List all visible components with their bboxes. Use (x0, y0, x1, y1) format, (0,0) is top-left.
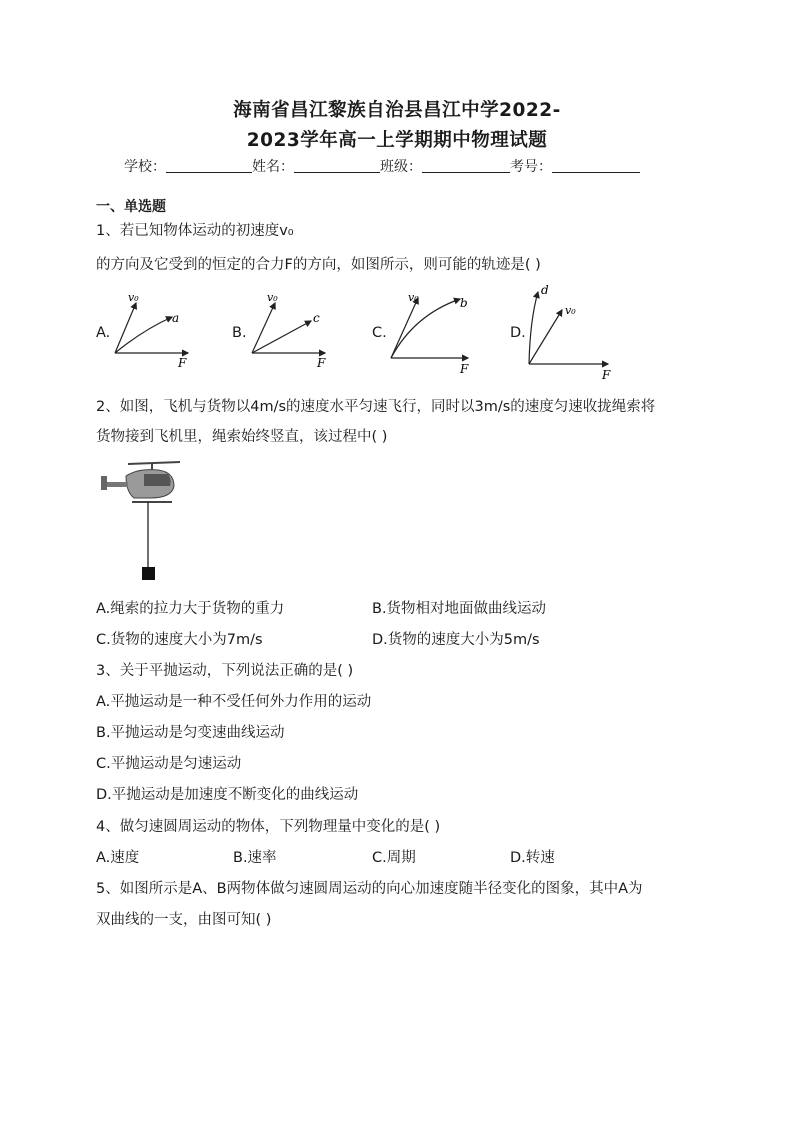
q1-figure-a (108, 285, 198, 370)
trajectory-d (529, 292, 538, 364)
q1-option-b-label[interactable]: B. (232, 325, 247, 341)
curve-label-d: d (541, 283, 549, 297)
q4-option-b[interactable]: B.速率 (233, 850, 277, 866)
force-label: F (317, 356, 326, 370)
v0-label: v₀ (565, 304, 576, 317)
q2-stem-line1: 2、如图，飞机与货物以4m/s的速度水平匀速飞行，同时以3m/s的速度匀速收拢绳索将 (96, 399, 656, 415)
class-label: 班级： (380, 159, 422, 175)
q1-stem-line1: 1、若已知物体运动的初速度v₀ (96, 223, 294, 239)
student-info-row (124, 156, 640, 176)
tail-fin (101, 476, 107, 490)
name-field[interactable] (294, 158, 380, 173)
name-label: 姓名： (252, 159, 294, 175)
cockpit-window (144, 474, 171, 486)
force-label: F (602, 368, 611, 380)
q4-option-d[interactable]: D.转速 (510, 850, 555, 866)
q5-stem-line1: 5、如图所示是A、B两物体做匀速圆周运动的向心加速度随半径变化的图象，其中A为 (96, 881, 643, 897)
q3-option-a[interactable]: A.平抛运动是一种不受任何外力作用的运动 (96, 694, 372, 710)
q3-option-c[interactable]: C.平抛运动是匀速运动 (96, 756, 242, 772)
number-field[interactable] (552, 158, 640, 173)
rotor-blade (128, 462, 180, 464)
v0-label: v₀ (128, 291, 139, 304)
q2-option-b[interactable]: B.货物相对地面做曲线运动 (372, 601, 547, 617)
v0-label: v₀ (267, 291, 278, 304)
q4-stem: 4、做匀速圆周运动的物体，下列物理量中变化的是( ) (96, 819, 441, 835)
q2-stem-line2: 货物接到飞机里，绳索始终竖直，该过程中( ) (96, 429, 388, 445)
class-field[interactable] (422, 158, 510, 173)
q1-figure-b (245, 285, 335, 370)
q1-figure-d (522, 280, 622, 380)
q4-option-a[interactable]: A.速度 (96, 850, 140, 866)
page-title-line2: 2023学年高一上学期期中物理试题 (246, 130, 548, 151)
q1-option-d-label[interactable]: D. (510, 325, 526, 341)
q2-option-a[interactable]: A.绳索的拉力大于货物的重力 (96, 601, 285, 617)
v0-label: v₀ (408, 291, 419, 304)
q3-option-b[interactable]: B.平抛运动是匀变速曲线运动 (96, 725, 285, 741)
page-title-line1: 海南省昌江黎族自治县昌江中学2022- (233, 100, 561, 121)
q1-figure-c (384, 285, 484, 375)
q1-stem-line2: 的方向及它受到的恒定的合力F的方向，如图所示，则可能的轨迹是( ) (96, 257, 541, 273)
v0-arrow (391, 298, 418, 358)
q4-option-c[interactable]: C.周期 (372, 850, 416, 866)
trajectory-c (252, 321, 311, 353)
q3-option-d[interactable]: D.平抛运动是加速度不断变化的曲线运动 (96, 787, 359, 803)
section-heading: 一、单选题 (96, 199, 166, 215)
helicopter-figure (98, 456, 188, 581)
q1-option-c-label[interactable]: C. (372, 325, 387, 341)
v0-arrow (252, 303, 275, 353)
trajectory-a (115, 317, 172, 353)
force-label: F (178, 356, 187, 370)
q5-stem-line2: 双曲线的一支，由图可知( ) (96, 912, 272, 928)
curve-label-c: c (313, 311, 320, 325)
school-field[interactable] (166, 158, 252, 173)
school-label: 学校： (124, 159, 166, 175)
tail-boom (104, 482, 128, 487)
curve-label-a: a (172, 311, 180, 325)
trajectory-b (391, 299, 460, 358)
v0-arrow (529, 310, 562, 364)
q2-option-c[interactable]: C.货物的速度大小为7m/s (96, 632, 263, 648)
force-label: F (460, 362, 469, 375)
q3-stem: 3、关于平抛运动，下列说法正确的是( ) (96, 663, 354, 679)
number-label: 考号： (510, 159, 552, 175)
curve-label-b: b (460, 296, 468, 310)
q1-option-a-label[interactable]: A. (96, 325, 111, 341)
cargo-box (142, 567, 155, 580)
q2-option-d[interactable]: D.货物的速度大小为5m/s (372, 632, 540, 648)
